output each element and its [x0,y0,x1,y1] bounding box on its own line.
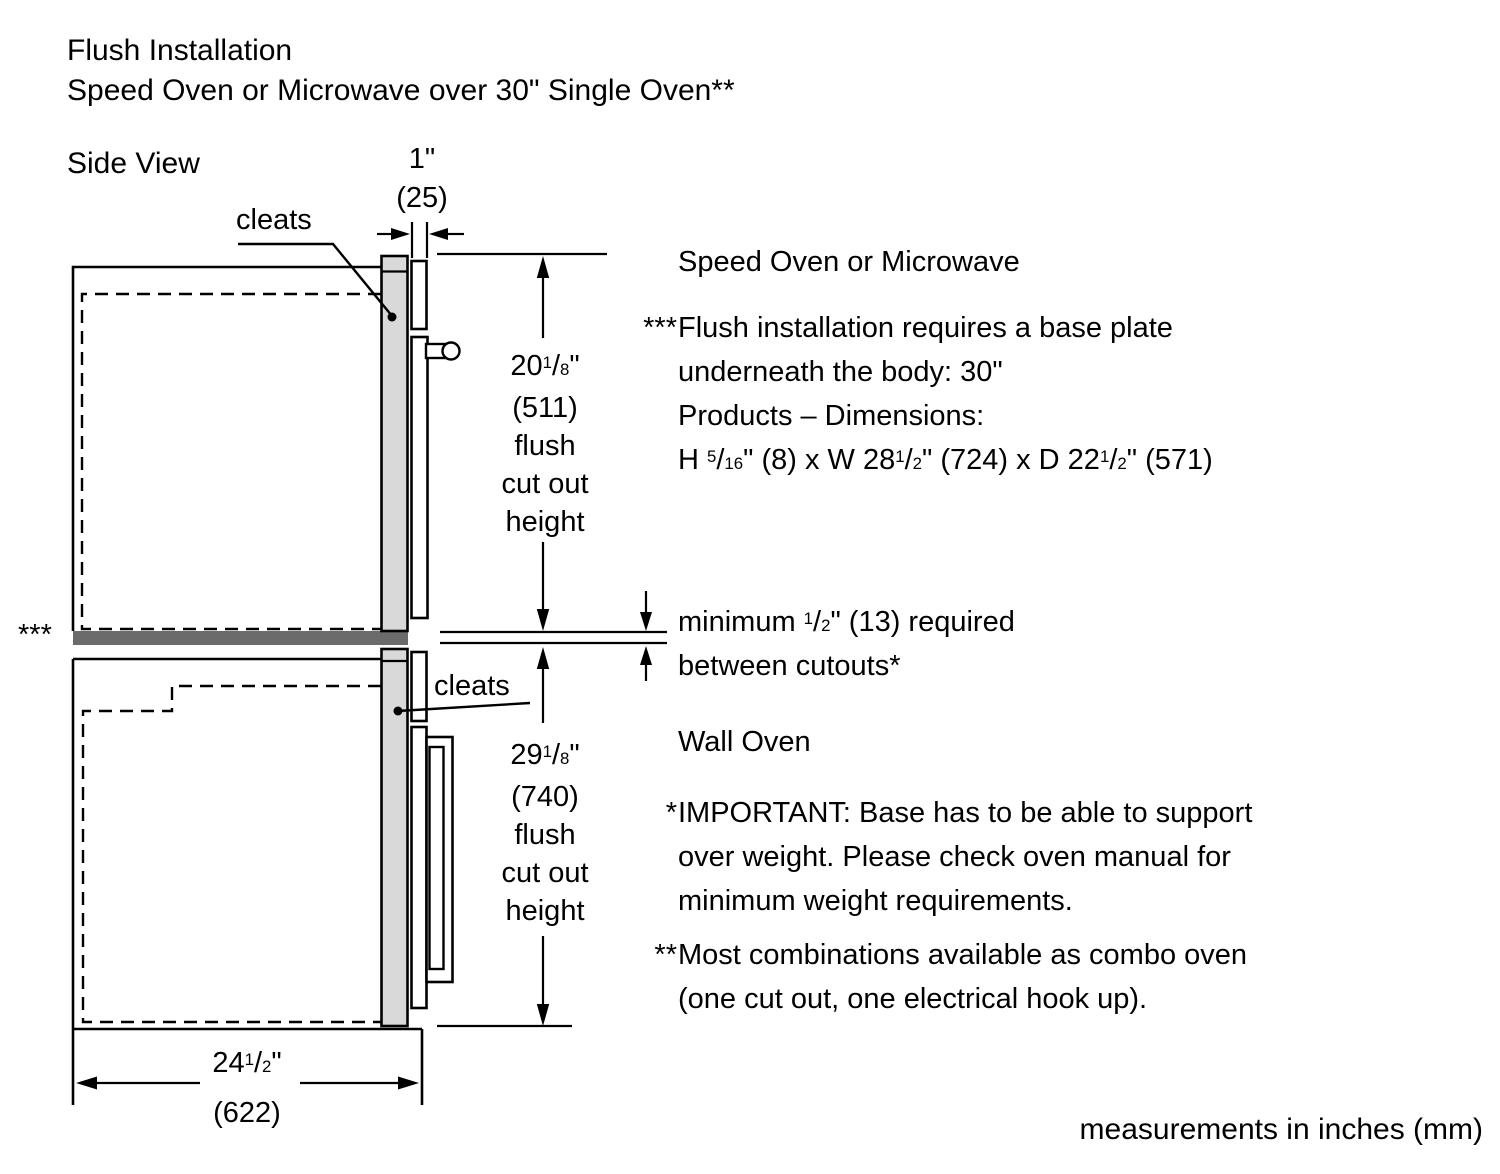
note-important-line1: IMPORTANT: Base has to be able to support [678,797,1253,829]
note-combo-line2: (one cut out, one electrical hook up). [678,983,1148,1015]
upper-cutout-dim-caption1: flush [514,430,576,462]
lower-oven-door-flange [412,727,427,1008]
lower-cleat-bar [382,649,408,1026]
min-gap-note-line1: minimum $^1$/2" (13) required [678,606,1015,638]
lower-cutout-dim-label [462,736,628,930]
base-plate-marker: *** [18,619,52,651]
top-dim-value: 1" [408,143,436,175]
upper-cutout-dim-caption2: cut out [501,468,589,500]
upper-cutout-arrow-up-head [537,256,549,278]
page-title [67,31,735,111]
speed-oven-label: Speed Oven or Microwave [678,246,1020,278]
min-gap-arrow-up-head [640,646,652,665]
lower-cleats-label: cleats [434,670,510,702]
side-view-label: Side View [67,147,200,180]
upper-oven-handle-knob [443,343,460,360]
note-important-line2: over weight. Please check oven manual for [678,841,1231,873]
lower-cutout-dashed-outline [83,686,381,1022]
base-plate-strip [73,631,408,645]
lower-cutout-dim-mm: (740) [511,781,579,813]
note-base-plate-line2: underneath the body: 30" [678,356,1003,388]
lower-cutout-arrow-down-head [537,1004,549,1026]
width-dim-mm: (622) [213,1097,281,1129]
lower-cleats-leader-dot [394,707,403,716]
upper-cleats-label: cleats [236,204,312,236]
note-important-line3: minimum weight requirements. [678,885,1073,917]
page-title-line1: Flush Installation [67,34,293,67]
upper-cutout-dim-mm: (511) [512,392,578,424]
upper-oven-door [412,337,428,618]
wall-oven-label: Wall Oven [678,726,811,758]
top-dim-left-arrow-head [391,228,410,240]
lower-cabinet-outline [73,659,422,1105]
lower-cutout-dim-caption2: cut out [501,857,589,889]
width-dim-value: $24^1/2$" [212,1047,282,1079]
upper-cutout-dashed-outline [82,294,381,629]
page-title-line2: Speed Oven or Microwave over 30" Single Oven** [67,74,735,107]
upper-cleats-leader-dot [388,313,397,322]
upper-cutout-arrow-down-head [537,609,549,631]
upper-filler-strip [412,261,427,329]
top-dim-right-arrow-head [429,228,448,240]
note-base-plate-marker: *** [643,312,677,344]
width-dim-right-arrow-head [398,1077,419,1090]
upper-cabinet-outline [73,267,381,631]
lower-cutout-dim-value: $29^1/8$" [510,739,580,771]
upper-cleat-bar [382,256,408,631]
top-dim-mm: (25) [396,182,448,214]
min-gap-note-line2: between cutouts* [678,650,901,682]
lower-cutout-dim-caption1: flush [514,819,576,851]
upper-cutout-dim-label [462,347,628,541]
cutout-gap-lines [440,632,667,643]
note-base-plate-line3: Products – Dimensions: [678,400,985,432]
units-footnote: measurements in inches (mm) [1079,1113,1483,1146]
lower-cutout-arrow-up-head [537,647,549,669]
upper-cutout-dim-caption3: height [505,506,585,538]
lower-oven-door-inner [430,747,444,969]
width-dim-label [157,1040,337,1136]
note-combo-line1: Most combinations available as combo oven [678,939,1248,971]
lower-cutout-dim-caption3: height [505,895,585,927]
note-base-plate-dimensions: H $^5$/16" (8) x W $28^1/2$" (724) x D $22^1/2$" (571) [678,444,1213,476]
width-dim-left-arrow-head [76,1077,97,1090]
upper-cleats-leader-line [238,244,392,316]
note-combo-marker: ** [654,939,677,971]
top-dim-label [379,140,465,218]
upper-cutout-dim-value: $20^1/8$" [510,350,580,382]
note-important-marker: * [665,797,677,829]
top-dim-extension-lines [412,222,427,258]
min-gap-arrow-down-head [640,612,652,631]
note-base-plate-line1: Flush installation requires a base plate [678,312,1173,344]
